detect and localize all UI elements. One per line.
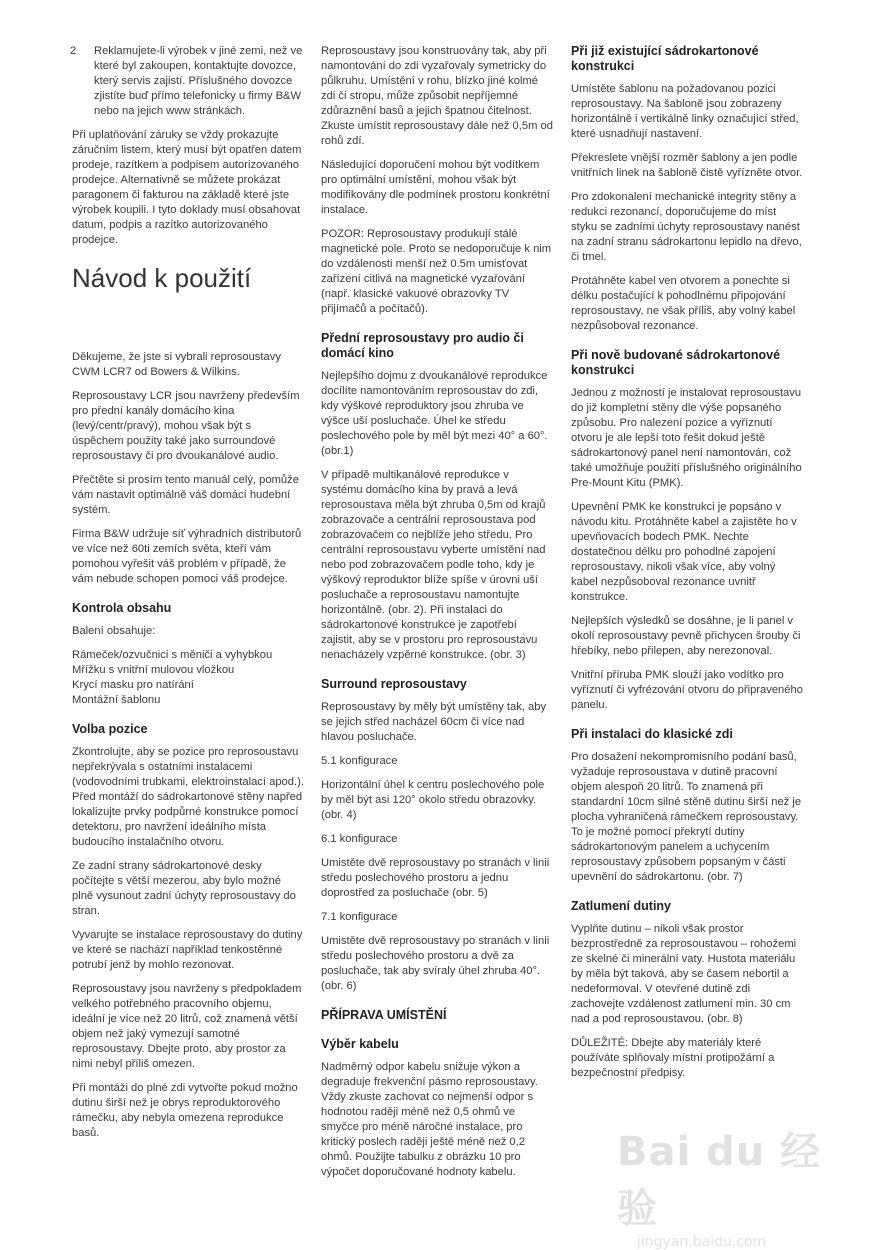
position-paragraph-5: Při montáži do plné zdi vytvořte pokud možno dutinu širší než je obrys reproduktorového rámečku, aby nebyla omezena reprodukce basů.: [72, 1082, 298, 1139]
position-paragraph-4: Reprosoustavy jsou navrženy s předpokladem velkého potřebného pracovního objemu, ideální je více než 20 litrů, což znamená větší objem než jaký vymezují samotné reprosoustavy. Dbejte proto, aby prostor za nimi nebyl příliš omezen.: [72, 983, 302, 1070]
surround-paragraph-2: Horizontální úhel k centru poslechového pole by měl být asi 120° okolo středu obrazovky. (obr. 4): [321, 779, 545, 821]
classic-wall-heading: Při instalaci do klasické zdi: [571, 727, 733, 741]
lcr-paragraph: Reprosoustavy LCR jsou navrženy především pro přední kanály domácího kina (levý/centr/pravý), mohou však být s úspěchem použity také jako surroundové reprosoustavy či pro dvoukanálové audio.: [72, 390, 300, 462]
existing-paragraph-2: Překreslete vnější rozměr šablony a jen podle vnitřních linek na šabloně čistě vyřízněte otvor.: [571, 152, 803, 179]
read-paragraph: Přečtěte si prosím tento manuál celý, pomůže vám nastavit optimálně váš domácí hudební systém.: [72, 474, 299, 516]
warning-paragraph: POZOR: Reprosoustavy produkují stálé magnetické pole. Proto se nedoporučuje k nim do vzdálenosti menší než 0.5m umisťovat zařízení citlivá na magnetické vyzařování (např. klasické vakuové obrazovky TV přijímačů a počítačů).: [321, 228, 552, 315]
watermark-logo: Bai du 经验: [617, 1129, 822, 1232]
preparation-heading: PŘÍPRAVA UMÍSTĚNÍ: [321, 1008, 447, 1022]
surround-paragraph-3: Umistěte dvě reprosoustavy po stranách v linii středu poslechového prostoru a jednu doprostřed za posluchače (obr. 5): [321, 857, 550, 899]
surround-paragraph-1: Reprosoustavy by měly být umístěny tak, aby se jejich střed nacházel 60cm či více nad hlavou posluchače.: [321, 701, 547, 743]
baidu-watermark: [617, 1120, 847, 1250]
symmetry-paragraph: Reprosoustavy jsou konstruovány tak, aby při namontování do zdi vyzařovaly symetricky do půlkruhu. Umístění v rohu, blízko jiné kolmé zdi či stropu, může způsobit nepříjemné zdůraznění basů a jejich špatnou čitelnost. Zkuste umístit reprosoustavy dále než 0,5m od rohů zdí.: [321, 45, 553, 147]
item-number: 2: [70, 45, 77, 57]
front-speakers-heading: Přední reprosoustavy pro audio či domácí kino: [321, 331, 524, 360]
config-51-label: 5.1 konfigurace: [321, 755, 398, 767]
network-paragraph: Firma B&W udržuje síť výhradních distributorů ve více než 60ti zemích světa, kteří vám pomohou vyřešit váš problém v případě, že vám nebude schopen pomoci váš prodejce.: [72, 528, 302, 585]
list-item: Mřížku s vnitřní mulovou vložkou: [72, 664, 235, 676]
new-paragraph-3: Nejlepších výsledků se dosáhne, je li panel v okolí reprosoustavy pevně přichycen šrouby či hřebíky, nebo přilepen, aby nerezonoval.: [571, 615, 801, 657]
existing-paragraph-1: Umístěte šablonu na požadovanou pozici reprosoustavy. Na šabloně jsou zobrazeny horizontálně i vertikálně linky označující střed, které usnadňují nastavení.: [571, 83, 799, 140]
column-middle: [321, 44, 553, 1189]
new-paragraph-1: Jednou z možností je instalovat reprosoustavu do již kompletní stěny dle výše popsaného způsobu. Pro nalezení pozice a vyříznutí otvoru je ale lepší toto řešit dokud ještě sádrokartonový panel není namontován, což také umožňuje použití příslušného originálního Pre-Mount Kitu (PMK).: [571, 387, 802, 489]
surround-paragraph-4: Umistěte dvě reprosoustavy po stranách v linii středu poslechového prostoru a dvě za posluchače, tak aby svíraly úhel zhruba 40°. (obr. 6): [321, 935, 550, 992]
existing-paragraph-3: Pro zdokonalení mechanické integrity stěny a redukci rezonancí, doporučujeme do míst styku se zadními úchyty reprosoustavy nanést na zadní stranu sádrokartonu lepidlo na dřevo, či tmel.: [571, 191, 802, 263]
thanks-paragraph: Děkujeme, že jste si vybrali reprosoustavy CWM LCR7 od Bowers & Wilkins.: [72, 351, 281, 378]
new-paragraph-2: Upevnění PMK ke konstrukci je popsáno v návodu kitu. Protáhněte kabel a zajistěte ho v upevňovacích bodech PMK. Nechte dostatečnou délku pro pohodlné zapojení reprosoustavy, nikoli však více, aby volný kabel nezpůsoboval rezonance uvnitř konstrukce.: [571, 501, 797, 603]
cable-paragraph: Nadměrný odpor kabelu snižuje výkon a degraduje frekvenční pásmo reprosoustavy. Vždy zkuste zachovat co nejmenší odpor s hodnotou raději méně než 0,5 ohmů ve smyčce pro méně náročné instalace, pro kritický poslech raději ještě méně než 0,2 ohmů. Použijte tabulku z obrázku 10 pro výpočet doporučované hodnoty kabelu.: [321, 1061, 538, 1178]
column-right: [571, 44, 803, 1090]
position-paragraph-3: Vyvarujte se instalace reprosoustavy do dutiny ve které se nachází například tenkostěnné potrubí jenž by mohlo rezonovat.: [72, 929, 303, 971]
column-left: [72, 44, 304, 1150]
list-item: Rámeček/ozvučnici s měniči a vyhybkou: [72, 649, 273, 661]
damping-paragraph-2: DŮLEŽITÉ: Dbejte aby materiály které používáte splňovaly místní protipožární a bezpečnostní předpisy.: [571, 1037, 775, 1079]
front-paragraph-1: Nejlepšího dojmu z dvoukanálové reprodukce docílíte namontováním reprosoustav do zdi, kdy výškové reproduktory jsou zhruba ve výšce uší posluchače. Úhel ke středu poslechového pole by měl být mezi 40° a 60°. (obr.1): [321, 370, 548, 457]
list-item: Krycí masku pro natírání: [72, 679, 194, 691]
cable-heading: Výběr kabelu: [321, 1037, 399, 1051]
warranty-paragraph: Při uplatňování záruky se vždy prokazujte záručním listem, který musí být opatřen datem prodeje, razítkem a podpisem autorizovaného prodejce. Alternativně se můžete prokázat paragonem či fakturou na základě které jste výrobek koupili. I tyto doklady musí obsahovat datum, podpis a razítko autorizovaného prodejce.: [72, 129, 302, 246]
item-text: Reklamujete-li výrobek v jiné zemi, než ve které byl zakoupen, kontaktujte dovozce, který servis zajistí. Příslušného dovozce zjistíte buď přímo telefonicky u firmy B&W nebo na jejich www stránkách.: [94, 45, 303, 117]
watermark-url: jingyan.baidu.com: [637, 1234, 767, 1250]
config-61-label: 6.1 konfigurace: [321, 833, 398, 845]
contents-heading: Kontrola obsahu: [72, 601, 172, 615]
new-drywall-heading: Při nově budované sádrokartonové konstrukci: [571, 348, 781, 377]
contents-list: [72, 648, 304, 708]
damping-paragraph-1: Vyplňte dutinu – nikoli však prostor bezprostředně za reprosoustavou – rohožemi ze skelné či minerální vaty. Hustota materiálu by měla být taková, aby se časem nebortil a nedeformoval. V otevřené dutině zdi zachovejte vzdálenost zatlumení min. 30 cm nad a pod reprosoustavou. (obr. 8): [571, 923, 797, 1025]
position-paragraph-2: Ze zadní strany sádrokartonové desky počítejte s větší mezerou, aby bylo možné plně vysunout zadní úchyty reprosoustavy do stran.: [72, 860, 296, 917]
classic-paragraph: Pro dosažení nekompromisního podání basů, vyžaduje reprosoustava v dutině pracovní objem alespoň 20 litrů. To znamená při standardní 10cm silné stěně dutinu širší než je plocha vyhraničená rámečkem reprosoustavy. To je možné pomocí překrytí dutiny sádrokartonovým panelem a uchycením reprosoustavy způsobem popsaným v části upevnění do sádrokartonu. (obr. 7): [571, 751, 802, 883]
front-paragraph-2: V případě multikanálové reprodukce v systému domácího kina by pravá a levá reprosoustava měla být zhruba 0,5m od krajů zobrazovače a centrální reprosoustava pod zobrazovačem co nejblíže jeho středu. Pro centrální reprosoustavu vyberte umístění nad nebo pod zobrazovačem podle toho, kdy je výškový reproduktor blíže spíše v úrovni uší posluchače a reprosoustavu namontujte horizontálně. (obr. 2). Při instalaci do sádrokartonové konstrukce je zapotřebí zajistit, aby se v prostoru pro reprosoustavu nenacházely vzpěrné konstrukce. (obr. 3): [321, 469, 546, 661]
list-item: Montážní šablonu: [72, 694, 161, 706]
package-paragraph: Balení obsahuje:: [72, 625, 156, 637]
position-paragraph-1: Zkontrolujte, aby se pozice pro reprosoustavu nepřekrývala s ostatními instalacemi (vodovodními trubkami, elektroinstalací apod.). Před montáží do sádrokartonové stěny napřed lokalizujte prvky podpůrné konstrukce pomocí detektoru, pro navržení ideálního místa budoucího instalačního otvoru.: [72, 746, 304, 848]
damping-heading: Zatlumení dutiny: [571, 899, 671, 913]
new-paragraph-4: Vnitřní příruba PMK slouží jako vodítko pro vyříznutí či vyfrézování otvoru do připraveného panelu.: [571, 669, 803, 711]
position-heading: Volba pozice: [72, 722, 148, 736]
existing-paragraph-4: Protáhněte kabel ven otvorem a ponechte si délku postačující k pohodlnému připojování reprosoustavy, ne však příliš, aby volný kabel nezpůsoboval rezonance.: [571, 275, 796, 332]
numbered-item: [72, 44, 304, 119]
page-title: Návod k použití: [72, 263, 252, 293]
recommendation-paragraph: Následující doporučení mohou být vodítkem pro optimální umístění, mohou však být modifikovány dle podmínek prostoru konkrétní instalace.: [321, 159, 550, 216]
config-71-label: 7.1 konfigurace: [321, 911, 398, 923]
existing-drywall-heading: Při již existující sádrokartonové konstrukci: [571, 44, 759, 73]
surround-heading: Surround reprosoustavy: [321, 677, 467, 691]
